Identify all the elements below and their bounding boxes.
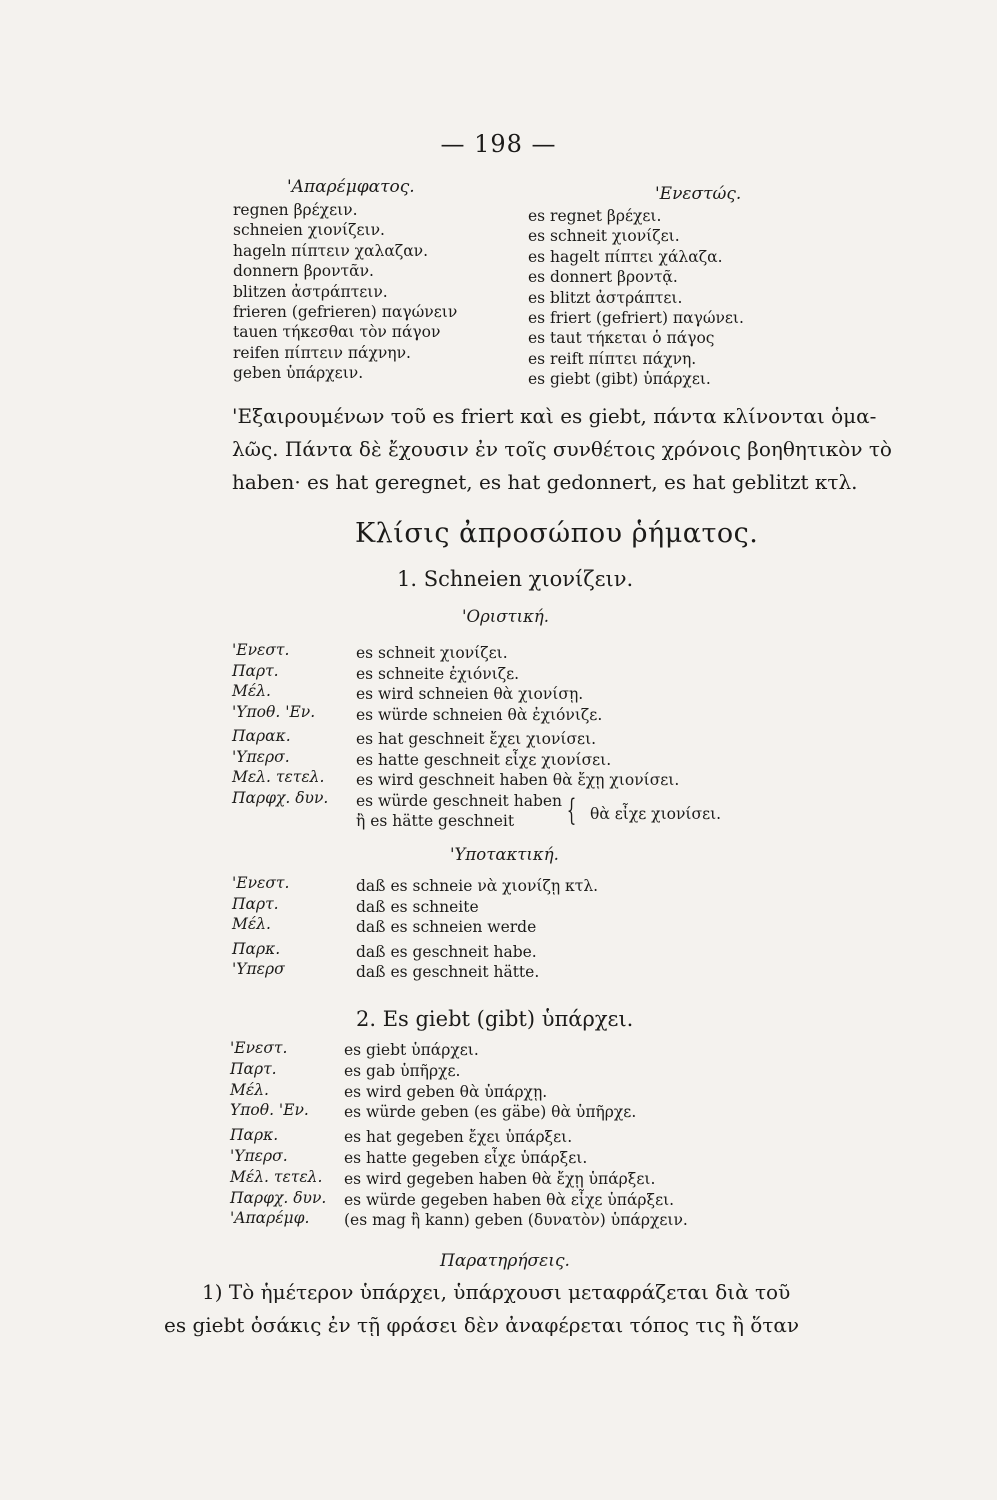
tense-label: Παρφχ. δυν. — [232, 788, 329, 807]
tense-label: Παρκ. — [232, 939, 281, 958]
tense-label: Μέλ. — [232, 682, 271, 700]
verb2-tense-column — [230, 1038, 326, 1229]
verb-form: es schneite ἐχιόνιζε. — [356, 664, 520, 683]
tense-label: Παρκ. — [230, 1126, 279, 1145]
verb-form-greek: θὰ εἶχε χιονίσει. — [590, 805, 722, 823]
verb-form: es würde geschneit haben — [356, 791, 563, 810]
verb-form: es gab ὑπῆρχε. — [344, 1061, 461, 1080]
tense-label: Παρτ. — [232, 661, 279, 680]
verb-form: es schneit χιονίζει. — [356, 644, 508, 662]
verb-form: es giebt ὑπάρχει. — [344, 1041, 479, 1059]
tense-label: Παρτ. — [232, 894, 279, 913]
indicative-form-column — [356, 643, 679, 832]
verb-form: es würde gegeben haben θὰ εἶχε ὑπάρξει. — [344, 1190, 675, 1209]
verb-form: es würde schneien θὰ ἐχιόνιζε. — [356, 705, 603, 724]
infinitive-column-header: 'Απαρέμφατος. — [287, 177, 415, 197]
brace: { — [566, 793, 577, 828]
present-row: es giebt (gibt) ὑπάρχει. — [528, 370, 711, 389]
verb-form: es würde geben (es gäbe) θὰ ὑπῆρχε. — [344, 1103, 637, 1122]
verb-form: ἢ es hätte geschneit — [356, 812, 515, 830]
indicative-label: 'Οριστική. — [462, 607, 550, 626]
infinitive-row: schneien χιονίζειν. — [233, 221, 385, 240]
tense-label: 'Υπερσ. — [232, 747, 290, 766]
present-row: es taut τήκεται ὁ πάγος — [528, 329, 715, 348]
present-row: es donnert βροντᾷ. — [528, 268, 678, 287]
paragraph-line: λῶς. Πάντα δὲ ἔχουσιν ἐν τοῖς συνθέτοις χρόνοις βοηθητικὸν τὸ — [232, 437, 892, 461]
infinitive-column — [233, 200, 457, 384]
page-number: — 198 — — [440, 130, 557, 158]
paragraph-line: haben· es hat geregnet, es hat gedonnert, es hat geblitzt κτλ. — [232, 470, 858, 494]
infinitive-row: regnen βρέχειν. — [233, 201, 358, 219]
infinitive-row: donnern βροντᾶν. — [233, 262, 374, 281]
subjunctive-form-column — [356, 876, 598, 983]
tense-label: 'Ενεστ. — [230, 1039, 288, 1057]
remarks-text — [164, 1276, 800, 1342]
tense-label: Παρακ. — [232, 727, 291, 745]
verb-form: es wird gegeben haben θὰ ἔχῃ ὑπάρξει. — [344, 1169, 656, 1188]
present-row: es blitzt ἀστράπτει. — [528, 288, 683, 307]
section-heading: Κλίσις ἀπροσώπου ῥήματος. — [355, 518, 759, 549]
tense-label: 'Υπερσ — [232, 960, 285, 978]
infinitive-row: tauen τήκεσθαι τὸν πάγον — [233, 323, 441, 342]
verb-form: daß es geschneit hätte. — [356, 963, 540, 981]
tense-label: Υποθ. 'Εν. — [230, 1101, 309, 1120]
verb-form: es hatte geschneit εἶχε χιονίσει. — [356, 750, 612, 769]
verb2-title: 2. Es giebt (gibt) ὑπάρχει. — [356, 1007, 634, 1031]
tense-label: 'Υποθ. 'Εν. — [232, 702, 316, 721]
verb-form: es wird geben θὰ ὑπάρχῃ. — [344, 1082, 548, 1101]
infinitive-row: geben ὑπάρχειν. — [233, 364, 364, 383]
tense-label: Παρτ. — [230, 1059, 277, 1078]
verb-form: es hatte gegeben εἶχε ὑπάρξει. — [344, 1148, 588, 1167]
present-column — [528, 206, 744, 390]
present-row: es regnet βρέχει. — [528, 207, 662, 225]
remarks-heading: Παρατηρήσεις. — [440, 1251, 570, 1271]
verb1-title: 1. Schneien χιονίζειν. — [397, 567, 634, 591]
verb-form: (es mag ἢ kann) geben (δυνατὸν) ὑπάρχειν. — [344, 1211, 688, 1230]
subjunctive-tense-column — [232, 873, 289, 980]
remarks-line: es giebt ὁσάκις ἐν τῇ φράσει δὲν ἀναφέρεται τόπος τις ἢ ὅταν — [164, 1313, 800, 1337]
subjunctive-label: 'Υποτακτική. — [450, 845, 559, 864]
verb-form: es wird geschneit haben θὰ ἔχῃ χιονίσει. — [356, 771, 680, 789]
verb-form: daß es schneien werde — [356, 918, 537, 936]
infinitive-row: blitzen ἀστράπτειν. — [233, 282, 388, 301]
verb-form: daß es schneie νὰ χιονίζῃ κτλ. — [356, 877, 599, 895]
present-row: es reift πίπτει πάχνη. — [528, 349, 697, 368]
infinitive-row: reifen πίπτειν πάχνην. — [233, 343, 411, 362]
indicative-tense-column — [232, 640, 328, 808]
tense-label: Παρφχ. δυν. — [230, 1188, 327, 1207]
tense-label: 'Απαρέμφ. — [230, 1209, 310, 1228]
verb-form: daß es schneite — [356, 897, 479, 916]
verb-form: daß es geschneit habe. — [356, 942, 537, 961]
infinitive-row: frieren (gefrieren) παγώνειν — [233, 303, 458, 322]
tense-label: Μέλ. — [230, 1080, 269, 1099]
tense-label: 'Ενεστ. — [232, 641, 290, 659]
present-column-header: 'Ενεστώς. — [655, 184, 742, 204]
tense-label: Μέλ. τετελ. — [230, 1167, 323, 1186]
paragraph-line: 'Εξαιρουμένων τοῦ es friert καὶ es giebt, πάντα κλίνονται ὁμα- — [232, 404, 877, 428]
present-row: es hagelt πίπτει χάλαζα. — [528, 247, 723, 266]
body-paragraph — [232, 400, 892, 499]
infinitive-row: hageln πίπτειν χαλαζαν. — [233, 241, 429, 260]
tense-label: Μελ. τετελ. — [232, 768, 325, 786]
verb2-form-column — [344, 1040, 688, 1231]
tense-label: 'Υπερσ. — [230, 1146, 288, 1165]
tense-label: 'Ενεστ. — [232, 874, 290, 892]
tense-label: Μέλ. — [232, 915, 271, 933]
present-row: es schneit χιονίζει. — [528, 227, 680, 246]
verb-form: es hat geschneit ἔχει χιονίσει. — [356, 730, 597, 748]
verb-form: es wird schneien θὰ χιονίσῃ. — [356, 685, 584, 703]
present-row: es friert (gefriert) παγώνει. — [528, 309, 744, 328]
verb-form: es hat gegeben ἔχει ὑπάρξει. — [344, 1128, 573, 1147]
remarks-line: 1) Τὸ ἡμέτερον ὑπάρχει, ὑπάρχουσι μεταφράζεται διὰ τοῦ — [202, 1280, 791, 1304]
